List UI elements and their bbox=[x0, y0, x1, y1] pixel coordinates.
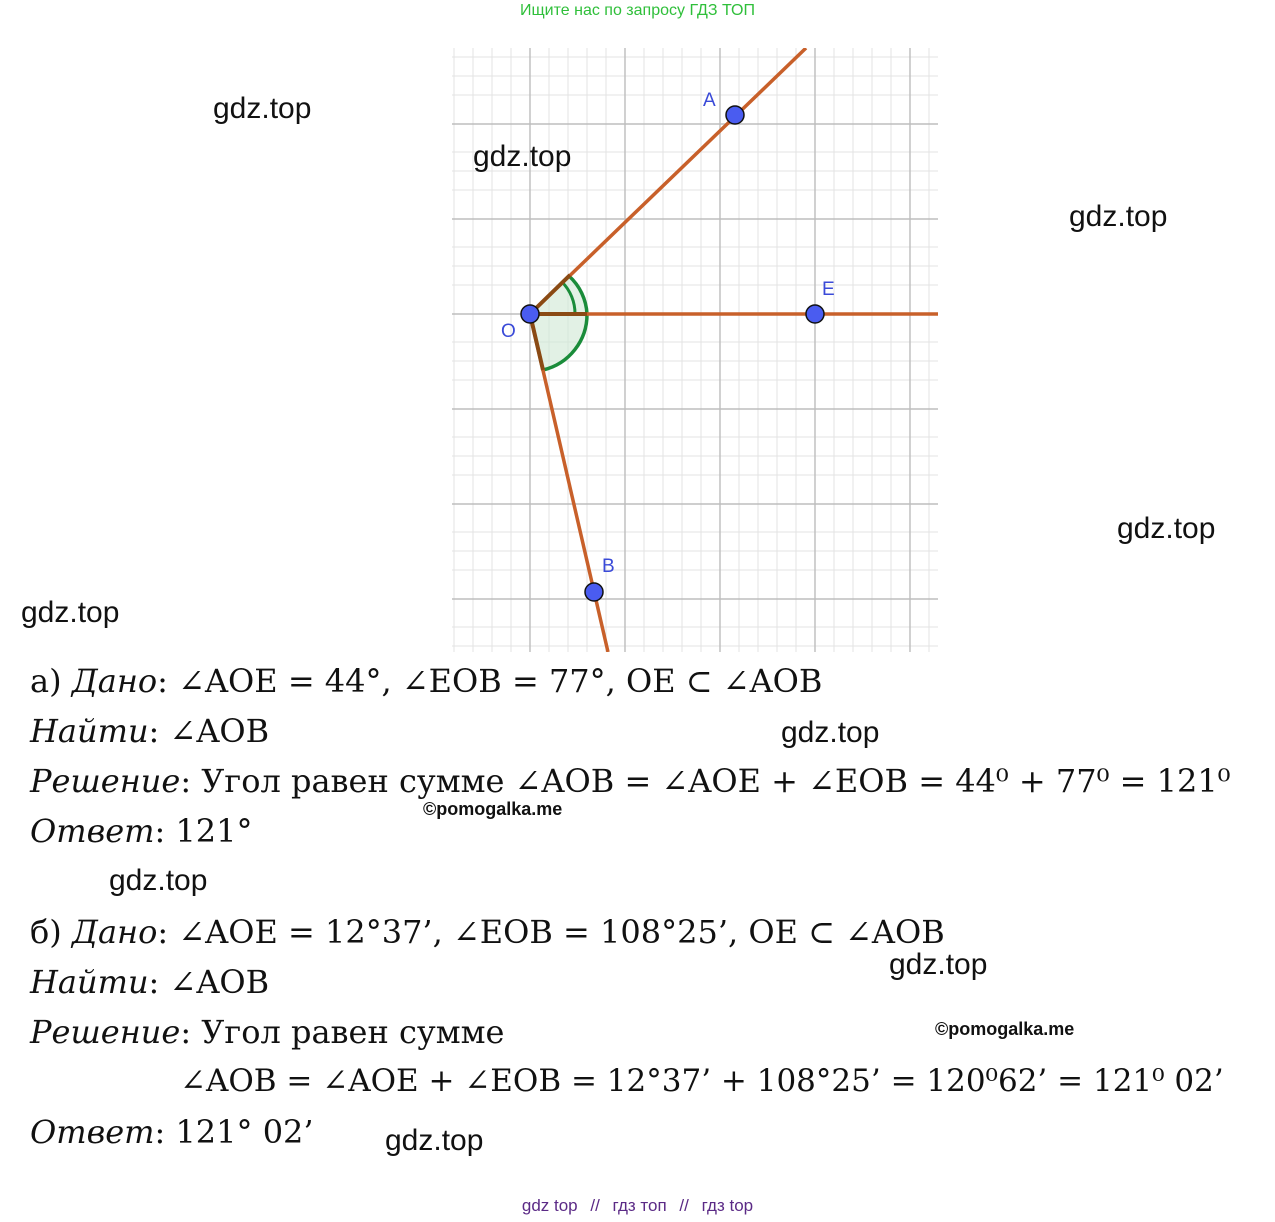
answer-label: Ответ bbox=[30, 1113, 155, 1151]
part-b-find bbox=[30, 963, 269, 1001]
solution-label: Решение bbox=[30, 1013, 181, 1051]
answer-text: : 121° 02’ bbox=[154, 1113, 314, 1151]
part-a-find bbox=[30, 712, 269, 750]
given-text: : ∠AOE = 12°37’, ∠EOB = 108°25’, OE ⊂ ∠AOB bbox=[157, 913, 945, 951]
find-text: : ∠AOB bbox=[148, 712, 270, 750]
solution-text: : Угол равен сумме ∠AOB = ∠AOE + ∠EOB = 44⁰ + 77⁰ = 121⁰ bbox=[180, 762, 1231, 800]
part-a-prefix: а) bbox=[30, 662, 62, 700]
solution-text: : Угол равен сумме bbox=[180, 1013, 505, 1051]
gdz-watermark: gdz.top bbox=[1117, 512, 1216, 545]
gdz-watermark: gdz.top bbox=[473, 140, 572, 173]
answer-label: Ответ bbox=[30, 812, 155, 850]
point-b bbox=[585, 583, 603, 601]
part-a-given bbox=[30, 662, 822, 700]
grid bbox=[452, 48, 938, 652]
gdz-watermark: gdz.top bbox=[781, 716, 880, 749]
point-a bbox=[726, 106, 744, 124]
label-e: E bbox=[822, 279, 835, 300]
footer-link-gdz-top[interactable]: gdz top bbox=[521, 1196, 578, 1215]
part-a-solution bbox=[30, 762, 1231, 800]
part-b-solution bbox=[30, 1013, 504, 1051]
gdz-watermark: gdz.top bbox=[109, 864, 208, 897]
gdz-watermark: gdz.top bbox=[213, 92, 312, 125]
find-text: : ∠AOB bbox=[148, 963, 270, 1001]
gdz-watermark: gdz.top bbox=[21, 596, 120, 629]
footer-separator: // bbox=[679, 1196, 689, 1215]
label-b: B bbox=[602, 556, 615, 577]
footer-links bbox=[0, 1196, 1275, 1216]
part-b-given bbox=[30, 913, 945, 951]
grid-major bbox=[452, 48, 938, 652]
find-label: Найти bbox=[30, 963, 149, 1001]
ray-oa bbox=[530, 48, 806, 314]
footer-link-gdz-top-ru[interactable]: гдз топ bbox=[612, 1196, 667, 1215]
label-o: O bbox=[501, 321, 516, 342]
given-label: Дано bbox=[71, 913, 158, 951]
given-text: : ∠AOE = 44°, ∠EOB = 77°, OE ⊂ ∠AOB bbox=[157, 662, 823, 700]
footer-link-gdz-top-mixed[interactable]: гдз top bbox=[701, 1196, 754, 1215]
pomogalka-watermark: ©pomogalka.me bbox=[423, 799, 563, 819]
find-label: Найти bbox=[30, 712, 149, 750]
gdz-watermark: gdz.top bbox=[1069, 200, 1168, 233]
gdz-watermark: gdz.top bbox=[889, 948, 988, 981]
pomogalka-watermark: ©pomogalka.me bbox=[935, 1019, 1075, 1039]
label-a: A bbox=[703, 90, 716, 111]
gdz-watermark: gdz.top bbox=[385, 1124, 484, 1157]
answer-text: : 121° bbox=[154, 812, 253, 850]
search-banner: Ищите нас по запросу ГДЗ ТОП bbox=[520, 2, 755, 19]
point-e bbox=[806, 305, 824, 323]
solution-label: Решение bbox=[30, 762, 181, 800]
given-label: Дано bbox=[71, 662, 158, 700]
part-b-solution-formula: ∠AOB = ∠AOE + ∠EOB = 12°37’ + 108°25’ = 120⁰62’ = 121⁰ 02’ bbox=[180, 1063, 1224, 1099]
part-a-answer bbox=[30, 812, 253, 850]
part-b-prefix: б) bbox=[30, 913, 62, 951]
point-o bbox=[521, 305, 539, 323]
footer-separator: // bbox=[590, 1196, 600, 1215]
angle-figure bbox=[452, 48, 938, 652]
part-b-answer bbox=[30, 1113, 314, 1151]
